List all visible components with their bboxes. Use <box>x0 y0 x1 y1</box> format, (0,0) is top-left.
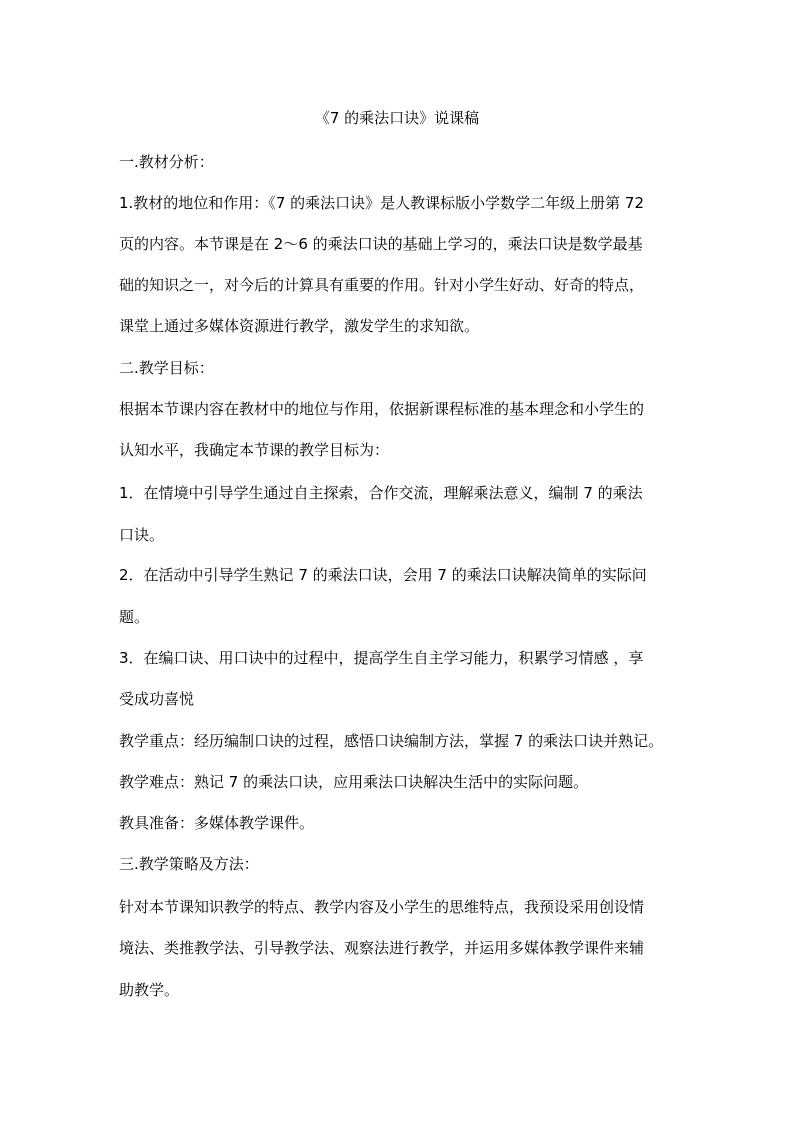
goal-item-line: 口诀。 <box>119 526 165 544</box>
paragraph-line: 针对本节课知识教学的特点、教学内容及小学生的思维特点，我预设采用创设情 <box>119 898 645 916</box>
goal-item-line: 2．在活动中引导学生熟记 7 的乘法口诀，会用 7 的乘法口诀解决简单的实际问 <box>119 566 647 584</box>
difficulties-line: 教学难点：熟记 7 的乘法口诀，应用乘法口诀解决生活中的实际问题。 <box>119 773 589 791</box>
key-points-line: 教学重点：经历编制口诀的过程，感悟口诀编制方法，掌握 7 的乘法口诀并熟记。 <box>119 732 664 750</box>
paragraph-line: 础的知识之一，对今后的计算具有重要的作用。针对小学生好动、好奇的特点， <box>119 276 645 294</box>
goal-item-line: 题。 <box>119 608 150 626</box>
heading-teaching-goals: 二.教学目标： <box>119 359 214 377</box>
paragraph-line: 助教学。 <box>119 981 180 999</box>
heading-strategies: 三.教学策略及方法： <box>119 855 259 873</box>
goal-item-line: 1．在情境中引导学生通过自主探索，合作交流，理解乘法意义，编制 7 的乘法 <box>119 484 643 502</box>
paragraph-line: 1.教材的地位和作用：《7 的乘法口诀》是人教课标版小学数学二年级上册第 72 <box>119 194 644 212</box>
paragraph-line: 根据本节课内容在教材中的地位与作用，依据新课程标准的基本理念和小学生的 <box>119 400 645 418</box>
paragraph-line: 页的内容。本节课是在 2～6 的乘法口诀的基础上学习的，乘法口诀是数学最基 <box>119 235 643 253</box>
goal-item-line: 受成功喜悦 <box>119 690 195 708</box>
document-title: 《7 的乘法口诀》说课稿 <box>314 109 480 127</box>
teaching-aids-line: 教具准备：多媒体教学课件。 <box>119 814 315 832</box>
heading-textbook-analysis: 一.教材分析： <box>119 153 214 171</box>
paragraph-line: 境法、类推教学法、引导教学法、观察法进行教学，并运用多媒体教学课件来辅 <box>119 939 645 957</box>
paragraph-line: 课堂上通过多媒体资源进行教学，激发学生的求知欲。 <box>119 317 480 335</box>
goal-item-line: 3．在编口诀、用口诀中的过程中，提高学生自主学习能力，积累学习情感 ，享 <box>119 649 644 667</box>
paragraph-line: 认知水平，我确定本节课的教学目标为： <box>119 441 390 459</box>
